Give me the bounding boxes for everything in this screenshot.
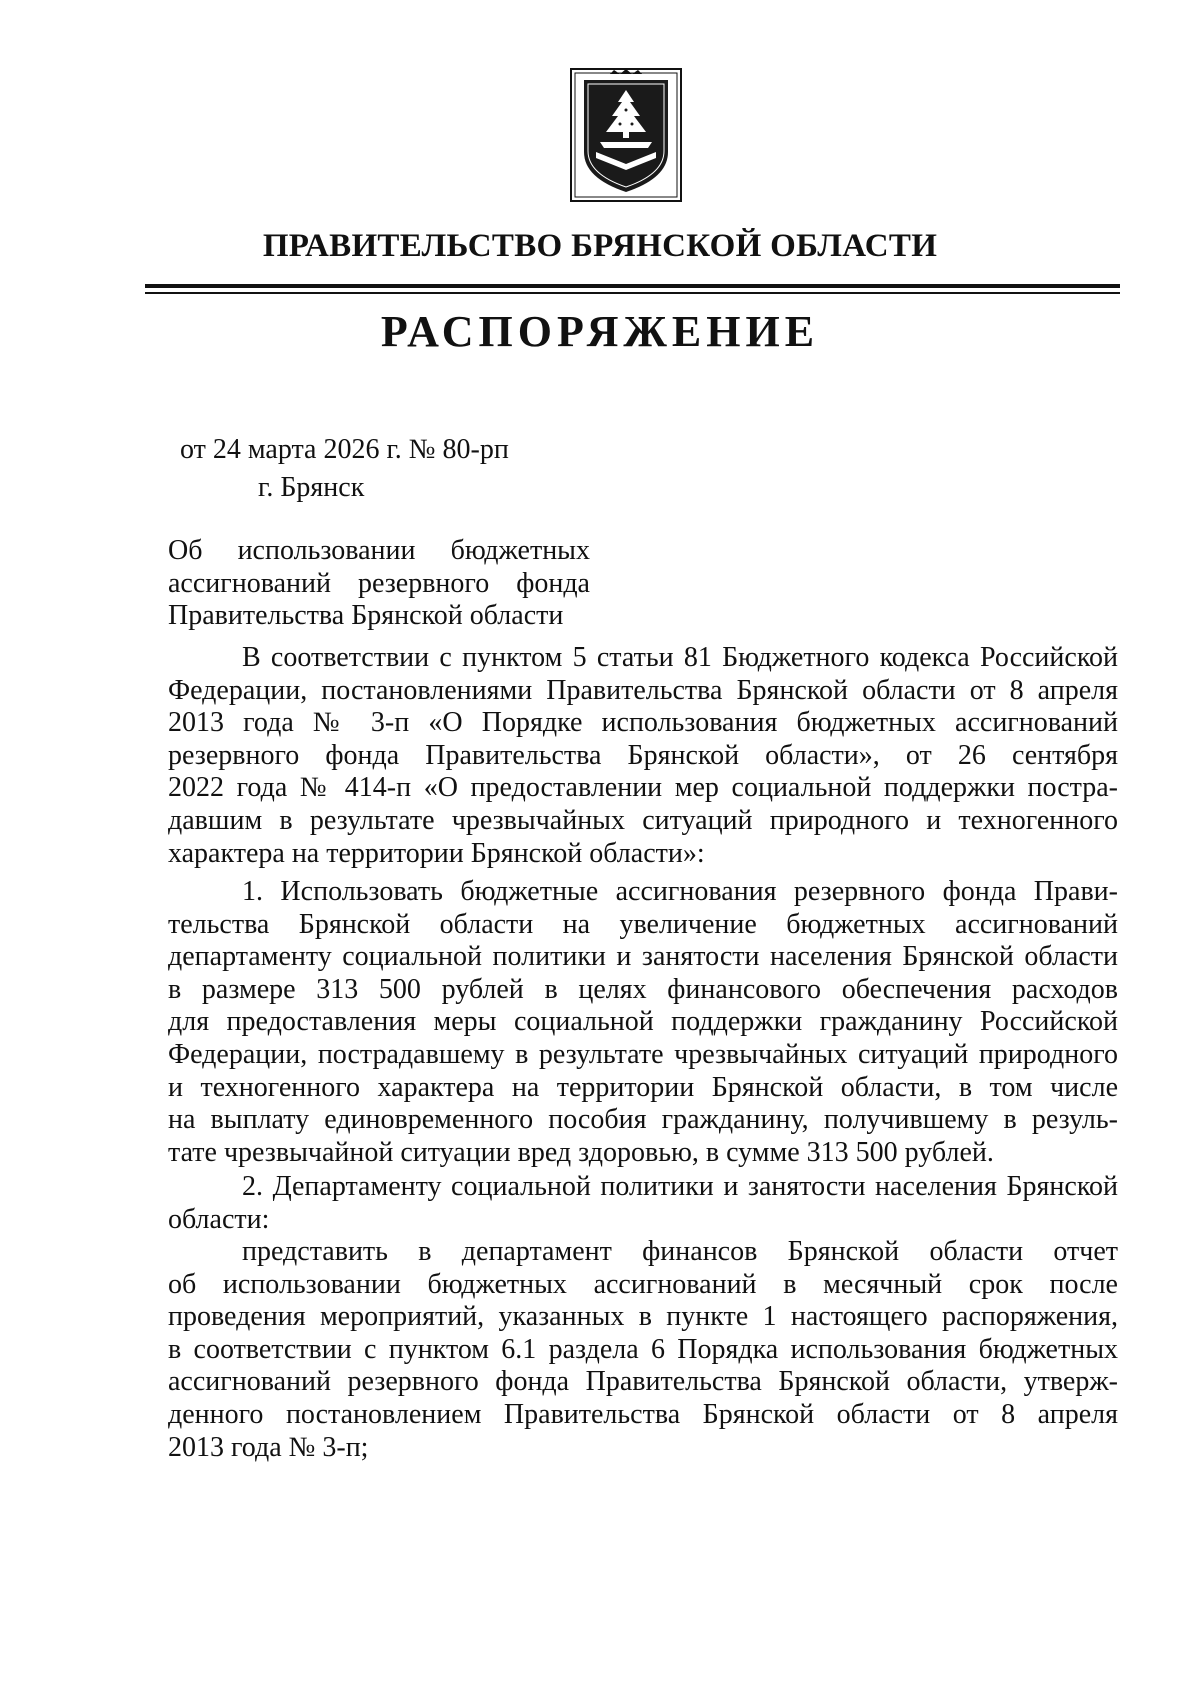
document-date-number: от 24 марта 2026 г. № 80-рп — [180, 434, 509, 465]
subject-line: ассигнований резервного фонда — [168, 567, 590, 599]
item-2-sub-line: проведения мероприятий, указанных в пункте 1 настоящего распоряжения, — [168, 1301, 1118, 1333]
preamble-line: характера на территории Брянской области»: — [168, 837, 705, 869]
preamble-line: Федерации, постановлениями Правительства Брянской области от 8 апреля — [168, 674, 1118, 706]
preamble-paragraph — [168, 642, 1118, 870]
item-2-sub-line: представить в департамент финансов Брянской области отчет — [242, 1236, 1118, 1267]
item-1-line: департаменту социальной политики и занятости населения Брянской области — [168, 941, 1118, 973]
item-2-line: области: — [168, 1203, 270, 1235]
item-2-paragraph — [168, 1171, 1118, 1236]
header-divider-thin — [145, 292, 1120, 294]
document-city: г. Брянск — [258, 472, 365, 503]
document-subject — [168, 534, 590, 633]
item-2-sub-line: ассигнований резервного фонда Правительства Брянской области, утверж- — [168, 1366, 1118, 1398]
item-2-sub-line: об использовании бюджетных ассигнований в месячный срок после — [168, 1268, 1118, 1300]
document-type-title: РАСПОРЯЖЕНИЕ — [380, 307, 820, 356]
item-1-line: в размере 313 500 рублей в целях финансового обеспечения расходов — [168, 973, 1118, 1005]
item-1-line: на выплату единовременного пособия гражданину, получившему в резуль- — [168, 1104, 1118, 1136]
item-1-line: 1. Использовать бюджетные ассигнования резервного фонда Прави- — [242, 876, 1118, 907]
item-1-line: Федерации, пострадавшему в результате чрезвычайных ситуаций природного — [168, 1038, 1118, 1070]
item-2-sub-line: 2013 года № 3-п; — [168, 1431, 369, 1463]
item-2-sub-line: в соответствии с пунктом 6.1 раздела 6 Порядка использования бюджетных — [168, 1333, 1118, 1365]
header-divider-thick — [145, 284, 1120, 288]
item-2-line: 2. Департаменту социальной политики и занятости населения Брянской — [242, 1171, 1118, 1202]
organization-title: ПРАВИТЕЛЬСТВО БРЯНСКОЙ ОБЛАСТИ — [262, 228, 938, 264]
item-1-line: тате чрезвычайной ситуации вред здоровью, в сумме 313 500 рублей. — [168, 1136, 994, 1168]
item-1-line: тельства Брянской области на увеличение бюджетных ассигнований — [168, 908, 1118, 940]
preamble-line: 2013 года № 3-п «О Порядке использования бюджетных ассигнований — [168, 707, 1118, 739]
item-2-sub-paragraph — [168, 1236, 1118, 1464]
preamble-line: 2022 года № 414-п «О предоставлении мер социальной поддержки постра- — [168, 772, 1118, 804]
subject-line: Правительства Брянской области — [168, 600, 564, 632]
item-2-sub-line: денного постановлением Правительства Брянской области от 8 апреля — [168, 1398, 1118, 1430]
item-1-paragraph — [168, 876, 1118, 1169]
preamble-line: В соответствии с пунктом 5 статьи 81 Бюджетного кодекса Российской — [242, 642, 1118, 673]
bryansk-coat-of-arms-icon — [570, 68, 682, 202]
preamble-line: резервного фонда Правительства Брянской области», от 26 сентября — [168, 739, 1118, 771]
preamble-line: давшим в результате чрезвычайных ситуаций природного и техногенного — [168, 804, 1118, 836]
item-1-line: для предоставления меры социальной поддержки гражданину Российской — [168, 1006, 1118, 1038]
subject-line: Об использовании бюджетных — [168, 535, 590, 566]
item-1-line: и техногенного характера на территории Брянской области, в том числе — [168, 1071, 1118, 1103]
